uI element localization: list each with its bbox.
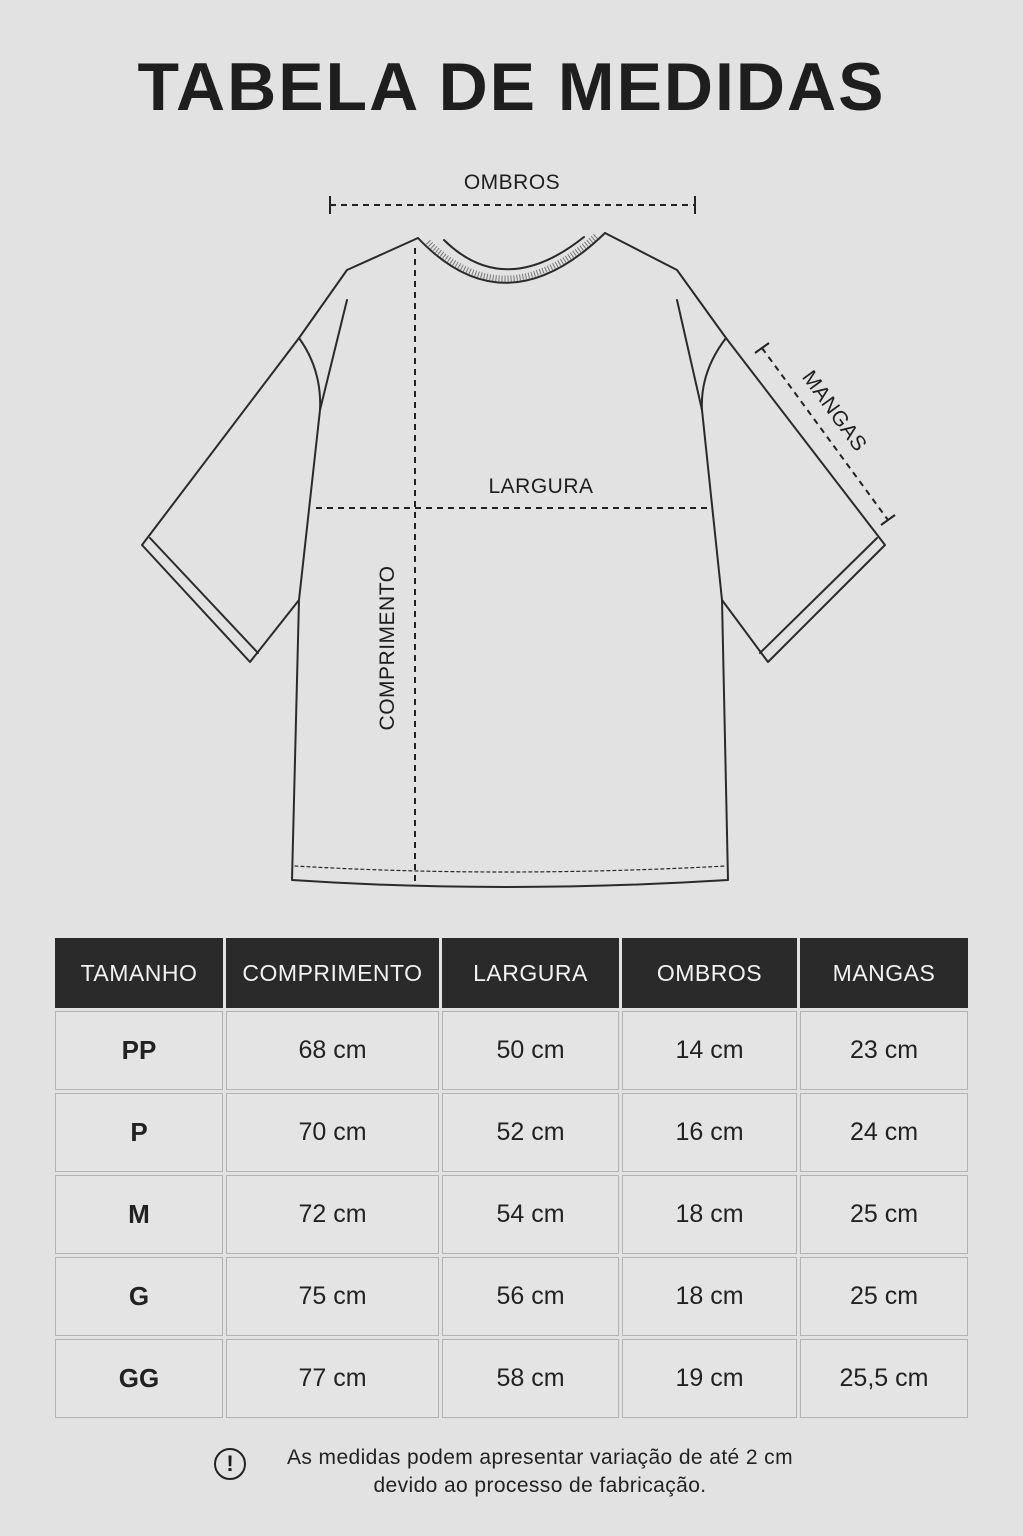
header-comprimento: COMPRIMENTO (226, 938, 439, 1008)
mangas-cell: 25 cm (800, 1257, 968, 1336)
size-cell: G (55, 1257, 223, 1336)
header-ombros: OMBROS (622, 938, 797, 1008)
mangas-cell: 25 cm (800, 1175, 968, 1254)
largura-cell: 50 cm (442, 1011, 619, 1090)
note-line-2: devido ao processo de fabricação. (373, 1474, 707, 1497)
size-table (52, 935, 971, 1421)
size-cell: P (55, 1093, 223, 1172)
largura-label: LARGURA (488, 475, 594, 498)
comprimento-cell: 68 cm (226, 1011, 439, 1090)
tshirt-diagram (0, 150, 1023, 910)
header-tamanho: TAMANHO (55, 938, 223, 1008)
ombros-cell: 16 cm (622, 1093, 797, 1172)
ombros-cell: 18 cm (622, 1175, 797, 1254)
ombros-label: OMBROS (463, 171, 561, 194)
note-line-1: As medidas podem apresentar variação de até 2 cm (287, 1446, 793, 1469)
size-cell: M (55, 1175, 223, 1254)
largura-cell: 56 cm (442, 1257, 619, 1336)
table-row (55, 1257, 968, 1336)
table-header-row (55, 938, 968, 1008)
mangas-measure-line (762, 348, 888, 520)
header-largura: LARGURA (442, 938, 619, 1008)
note-text (260, 1444, 820, 1500)
largura-cell: 52 cm (442, 1093, 619, 1172)
comprimento-label: COMPRIMENTO (376, 565, 399, 731)
comprimento-cell: 70 cm (226, 1093, 439, 1172)
ombros-cell: 14 cm (622, 1011, 797, 1090)
measurement-note (214, 1444, 834, 1504)
largura-cell: 54 cm (442, 1175, 619, 1254)
size-cell: GG (55, 1339, 223, 1418)
size-cell: PP (55, 1011, 223, 1090)
exclamation-circle-icon: ! (214, 1448, 246, 1480)
mangas-label: MANGAS (797, 366, 872, 456)
comprimento-cell: 77 cm (226, 1339, 439, 1418)
tshirt-outline (142, 233, 885, 887)
table-row (55, 1093, 968, 1172)
table-row (55, 1011, 968, 1090)
ombros-cell: 19 cm (622, 1339, 797, 1418)
header-mangas: MANGAS (800, 938, 968, 1008)
mangas-cell: 23 cm (800, 1011, 968, 1090)
largura-cell: 58 cm (442, 1339, 619, 1418)
mangas-cell: 24 cm (800, 1093, 968, 1172)
comprimento-cell: 75 cm (226, 1257, 439, 1336)
ombros-cell: 18 cm (622, 1257, 797, 1336)
table-row (55, 1339, 968, 1418)
table-row (55, 1175, 968, 1254)
mangas-cell: 25,5 cm (800, 1339, 968, 1418)
comprimento-cell: 72 cm (226, 1175, 439, 1254)
page-title: TABELA DE MEDIDAS (137, 49, 886, 125)
